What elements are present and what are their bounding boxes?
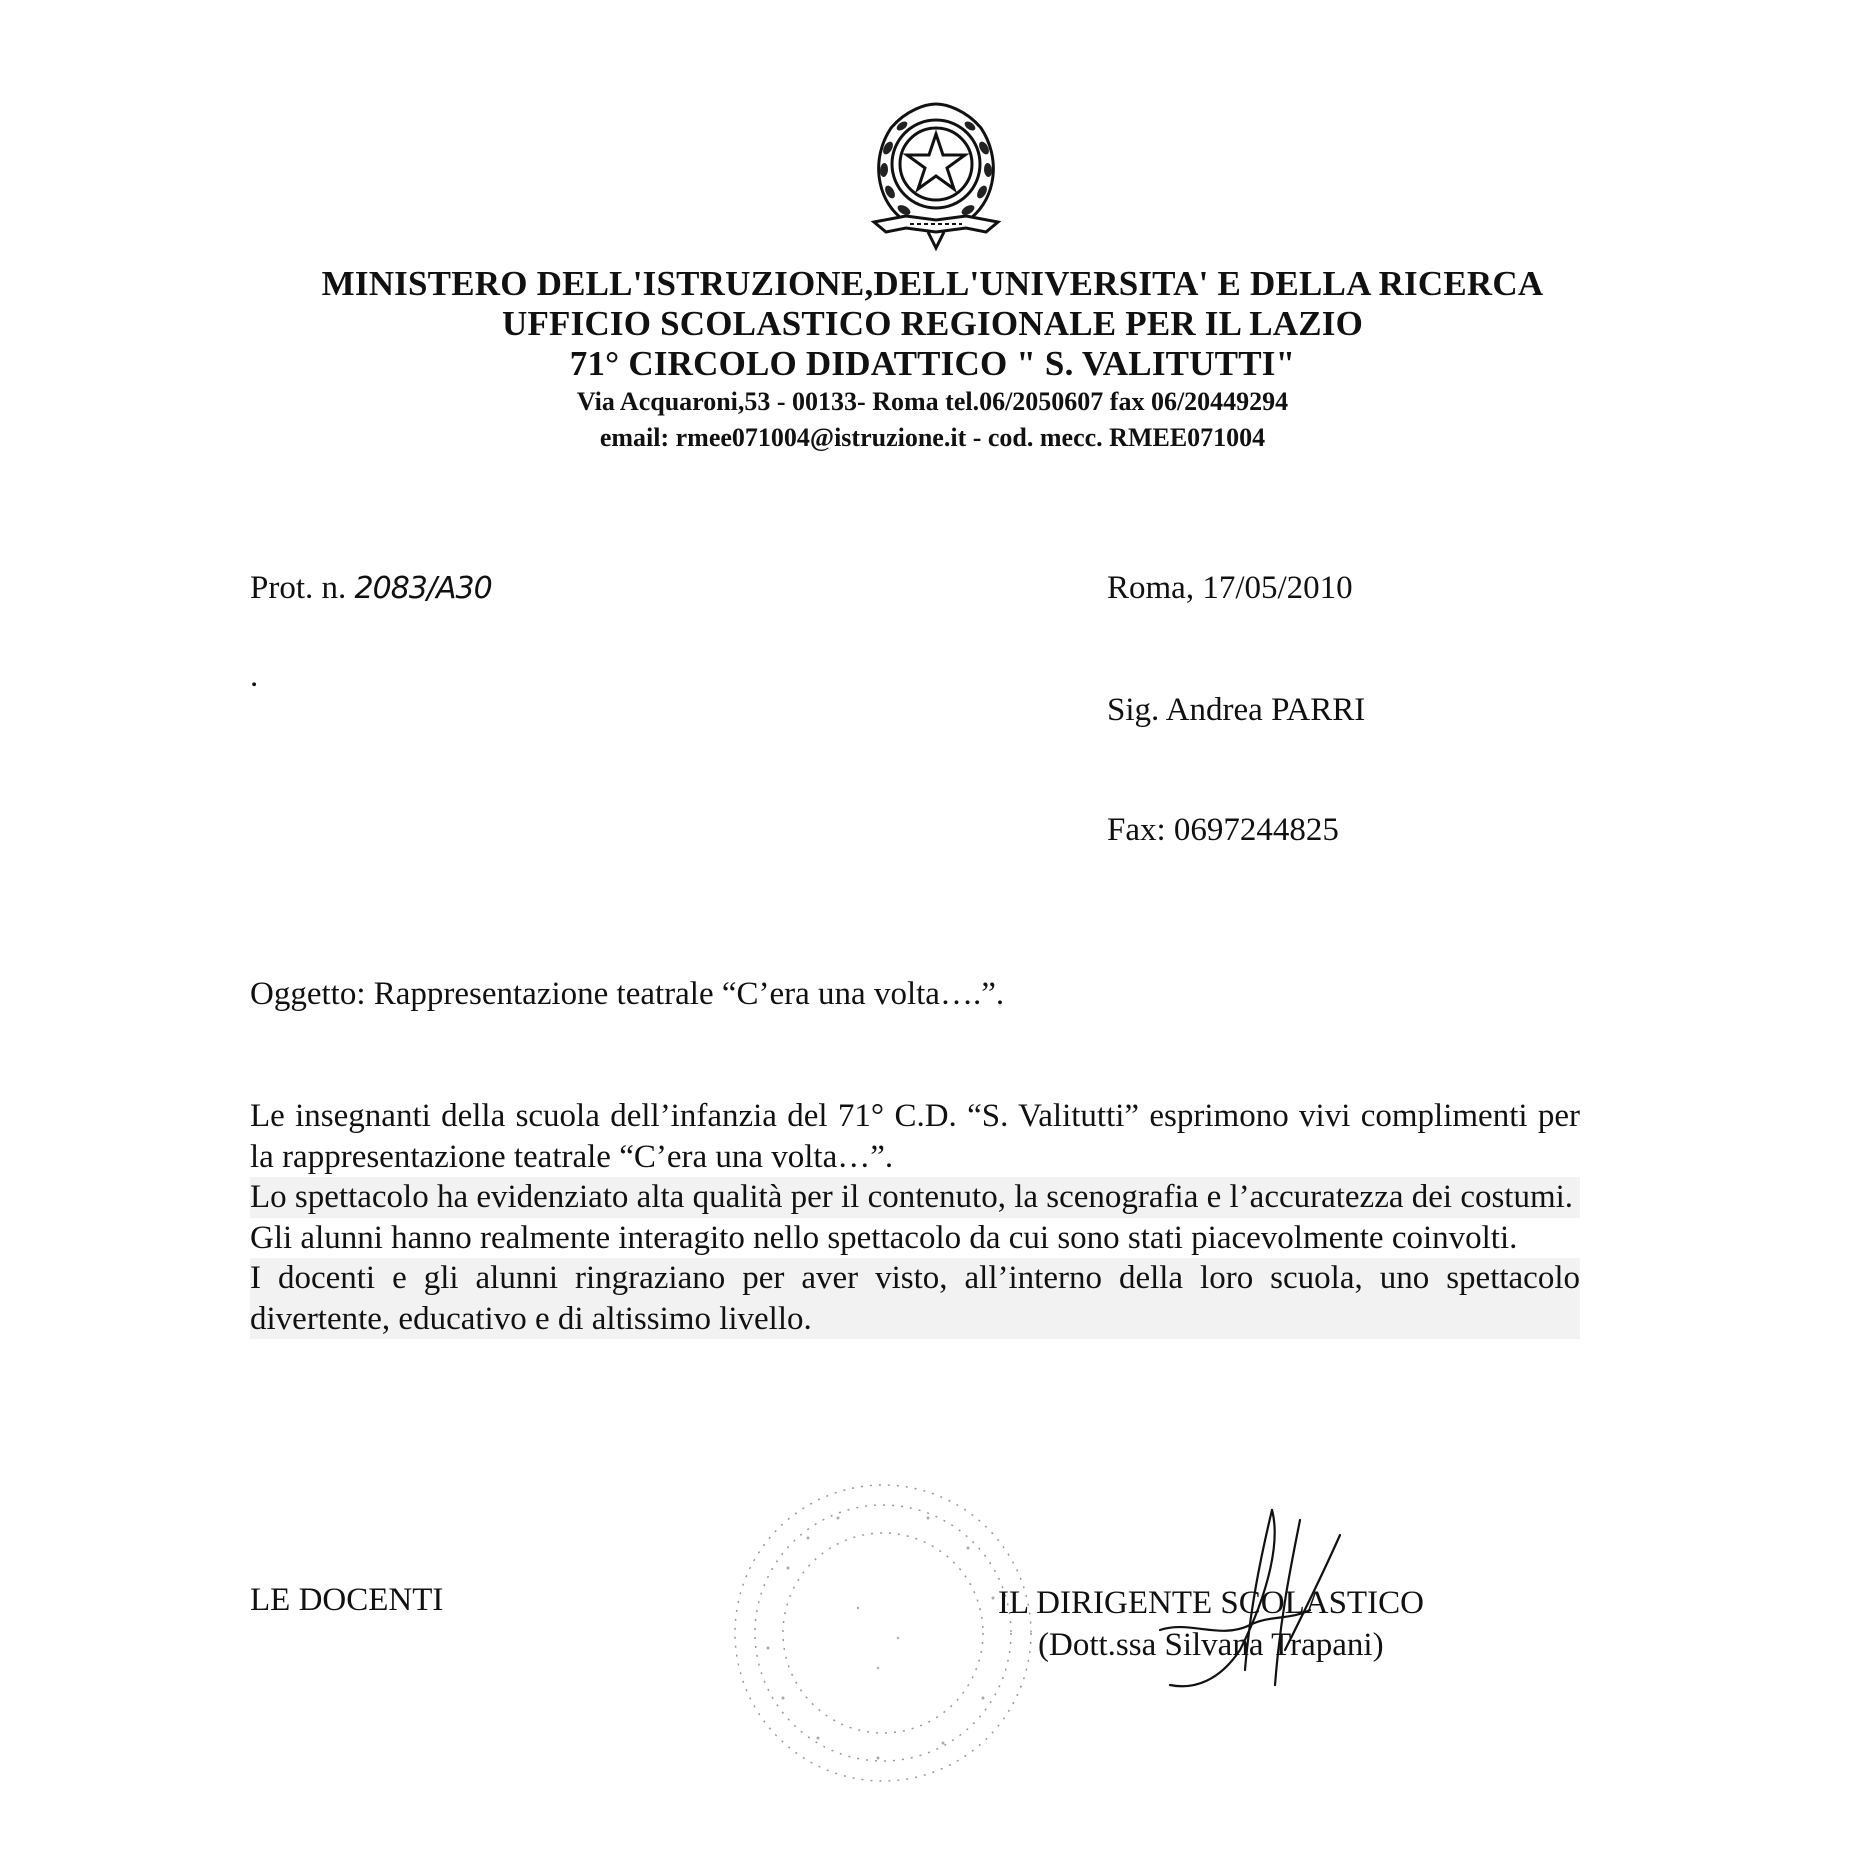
- letter-body: [250, 1096, 1580, 1339]
- letter-date: Roma, 17/05/2010: [1107, 570, 1353, 606]
- body-paragraph: Gli alunni hanno realmente interagito nello spettacolo da cui sono stati piacevolmente coinvolti.: [250, 1219, 1518, 1256]
- body-paragraph: Lo spettacolo ha evidenziato alta qualità per il contenuto, la scenografia e l’accuratezza dei costumi.: [250, 1177, 1580, 1218]
- school-address: Via Acquaroni,53 - 00133- Roma tel.06/2050607 fax 06/20449294: [576, 387, 1289, 416]
- italian-republic-emblem-icon: [866, 98, 1006, 254]
- letter-subject: Oggetto: Rappresentazione teatrale “C’era una volta….”.: [250, 976, 1005, 1012]
- office-title: UFFICIO SCOLASTICO REGIONALE PER IL LAZIO: [501, 304, 1364, 343]
- body-paragraph: Le insegnanti della scuola dell’infanzia del 71° C.D. “S. Valitutti” esprimono vivi complimenti per la rappresentazione teatrale “C’era una volta…”.: [250, 1098, 1580, 1175]
- stray-mark: .: [250, 658, 259, 694]
- school-stamp-icon: [728, 1478, 1038, 1788]
- protocol-handwritten-number: 2083/A30: [354, 571, 492, 606]
- body-paragraph: I docenti e gli alunni ringraziano per aver visto, all’interno della loro scuola, uno spettacolo divertente, educativo e di altissimo livello.: [250, 1258, 1580, 1339]
- teachers-signature-label: LE DOCENTI: [250, 1582, 444, 1618]
- recipient-name: Sig. Andrea PARRI: [1107, 692, 1366, 728]
- ministry-title: MINISTERO DELL'ISTRUZIONE,DELL'UNIVERSITA' E DELLA RICERCA: [321, 264, 1544, 303]
- school-email: email: rmee071004@istruzione.it - cod. mecc. RMEE071004: [599, 423, 1266, 452]
- director-name: (Dott.ssa Silvana Trapani): [1038, 1627, 1384, 1663]
- protocol-number: [250, 570, 492, 607]
- protocol-label: Prot. n.: [250, 570, 347, 606]
- school-title: 71° CIRCOLO DIDATTICO " S. VALITUTTI": [569, 344, 1296, 383]
- director-title: IL DIRIGENTE SCOLASTICO: [998, 1585, 1424, 1621]
- handwritten-signature-icon: [1100, 1500, 1400, 1700]
- letterhead: [0, 264, 1865, 456]
- recipient-fax: Fax: 0697244825: [1107, 812, 1339, 848]
